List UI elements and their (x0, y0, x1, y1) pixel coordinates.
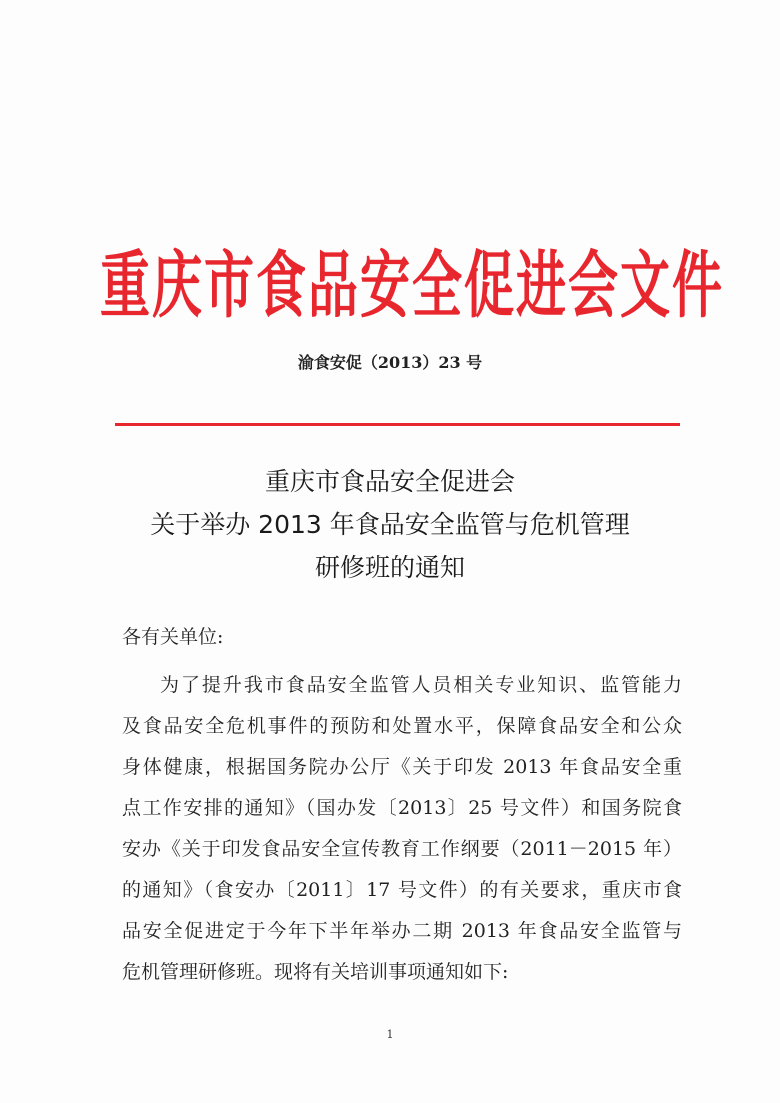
body-line: 品安全促进定于今年下半年举办二期 2013 年食品安全监管与 (122, 920, 682, 942)
body-line: 的通知》（食安办〔2011〕17 号文件）的有关要求，重庆市食 (122, 879, 682, 901)
notice-title-line: 重庆市食品安全促进会 (264, 467, 515, 496)
body-line: 危机管理研修班。现将有关培训事项通知如下: (122, 961, 509, 983)
red-divider-line (115, 423, 680, 426)
body-line: 身体健康，根据国务院办公厅《关于印发 2013 年食品安全重 (122, 756, 682, 778)
page-number: 1 (386, 1028, 394, 1041)
document-number: 渝食安促（2013）23 号 (297, 353, 483, 372)
body-paragraph (122, 665, 682, 993)
notice-title-line: 研修班的通知 (314, 553, 465, 582)
body-line: 为了提升我市食品安全监管人员相关专业知识、监管能力 (160, 674, 682, 696)
body-line: 安办《关于印发食品安全宣传教育工作纲要（2011－2015 年） (122, 838, 682, 860)
body-line: 点工作安排的通知》（国办发〔2013〕25 号文件）和国务院食 (122, 797, 682, 819)
salutation: 各有关单位: (122, 626, 224, 648)
notice-title-line: 关于举办 2013 年食品安全监管与危机管理 (150, 510, 630, 539)
body-line: 及食品安全危机事件的预防和处置水平，保障食品安全和公众 (122, 715, 682, 737)
notice-title (0, 460, 780, 589)
document-header-title: 重庆市食品安全促进会文件 (100, 242, 724, 329)
